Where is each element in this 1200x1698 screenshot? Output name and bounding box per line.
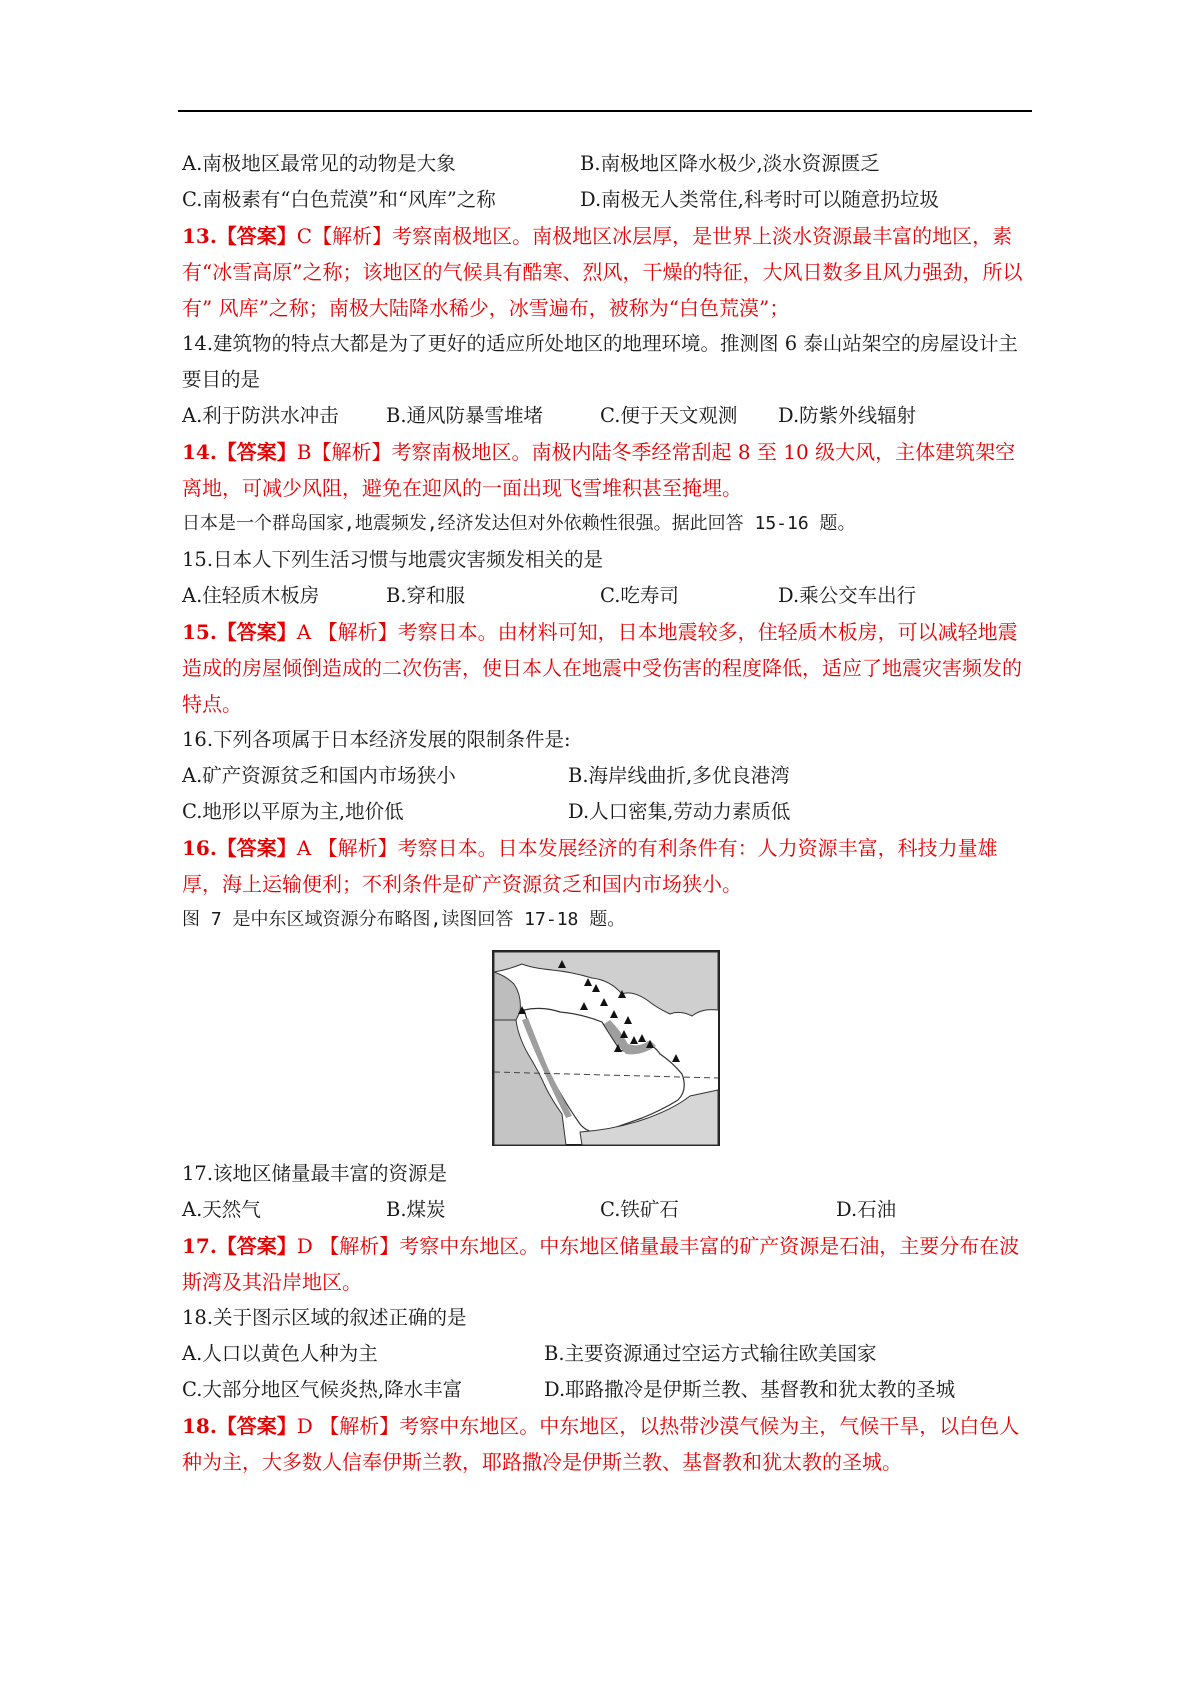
- q17-answer: [182, 1228, 1032, 1300]
- q16-option-a: A.矿产资源贫乏和国内市场狭小: [182, 764, 456, 787]
- q15-option-d: D.乘公交车出行: [778, 584, 917, 607]
- q15-answer-text: A 【解析】考察日本。由材料可知，日本地震较多，住轻质木板房，可以减轻地震造成的房屋倾倒造成的二次伤害，使日本人在地震中受伤害的程度降低，适应了地震灾害频发的特点。: [182, 620, 1022, 716]
- q18-answer: [182, 1408, 1032, 1480]
- q17-option-d: D.石油: [836, 1198, 897, 1221]
- q16-option-b: B.海岸线曲折,多优良港湾: [568, 764, 790, 787]
- q13-option-c: C.南极素有“白色荒漠”和“风库”之称: [182, 188, 496, 211]
- q14-option-a: A.利于防洪水冲击: [182, 404, 339, 427]
- q14-option-b: B.通风防暴雪堆堵: [386, 404, 544, 427]
- q15-stem: 15.日本人下列生活习惯与地震灾害频发相关的是: [182, 548, 604, 571]
- q15-option-a: A.住轻质木板房: [182, 584, 320, 607]
- q16-option-d: D.人口密集,劳动力素质低: [568, 800, 791, 823]
- q14-answer-tag: 14.【答案】: [182, 440, 297, 464]
- q14-option-c: C.便于天文观测: [600, 404, 738, 427]
- q18-option-d: D.耶路撒冷是伊斯兰教、基督教和犹太教的圣城: [544, 1378, 956, 1401]
- q16-option-c: C.地形以平原为主,地价低: [182, 800, 404, 823]
- q14-option-d: D.防紫外线辐射: [778, 404, 917, 427]
- q18-options-row1: [182, 1336, 1032, 1372]
- q18-option-a: A.人口以黄色人种为主: [182, 1342, 378, 1365]
- q13-answer-text: C【解析】考察南极地区。南极地区冰层厚，是世界上淡水资源最丰富的地区，素有“冰雪高原”之称；该地区的气候具有酷寒、烈风，干燥的特征，大风日数多且风力强劲，所以有” 风库”之称；南极大陆降水稀少，冰雪遍布，被称为“白色荒漠”；: [182, 224, 1023, 320]
- q18-answer-text: D 【解析】考察中东地区。中东地区，以热带沙漠气候为主，气候干旱，以白色人种为主，大多数人信奉伊斯兰教，耶路撒冷是伊斯兰教、基督教和犹太教的圣城。: [182, 1414, 1020, 1474]
- q13-answer-tag: 13.【答案】: [182, 224, 297, 248]
- document-body: [182, 146, 1032, 1480]
- q16-stem: 16.下列各项属于日本经济发展的限制条件是:: [182, 728, 571, 751]
- q14-stem: 14.建筑物的特点大都是为了更好的适应所处地区的地理环境。推测图 6 泰山站架空的房屋设计主要目的是: [182, 332, 1018, 391]
- q13-answer: [182, 218, 1032, 326]
- q15-answer: [182, 614, 1032, 722]
- q18-option-b: B.主要资源通过空运方式输往欧美国家: [544, 1342, 877, 1365]
- q14-answer-text: B【解析】考察南极地区。南极内陆冬季经常刮起 8 至 10 级大风，主体建筑架空离地，可减少风阻，避免在迎风的一面出现飞雪堆积甚至掩埋。: [182, 440, 1016, 500]
- q13-option-b: B.南极地区降水极少,淡水资源匮乏: [580, 152, 880, 175]
- q17-option-b: B.煤炭: [386, 1198, 446, 1221]
- q16-answer: [182, 830, 1032, 902]
- mideast-intro: 图 7 是中东区域资源分布略图,读图回答 17-18 题。: [182, 909, 626, 930]
- q15-option-c: C.吃寿司: [600, 584, 679, 607]
- q16-options-row2: [182, 794, 1032, 830]
- q16-answer-text: A 【解析】考察日本。日本发展经济的有利条件有：人力资源丰富，科技力量雄厚，海上运输便利；不利条件是矿产资源贫乏和国内市场狭小。: [182, 836, 998, 896]
- q17-answer-text: D 【解析】考察中东地区。中东地区储量最丰富的矿产资源是石油，主要分布在波斯湾及其沿岸地区。: [182, 1234, 1020, 1294]
- q18-option-c: C.大部分地区气候炎热,降水丰富: [182, 1378, 463, 1401]
- q13-option-d: D.南极无人类常住,科考时可以随意扔垃圾: [580, 188, 939, 211]
- q16-options-row1: [182, 758, 1032, 794]
- middle-east-resource-map: [492, 950, 720, 1146]
- header-rule: [178, 110, 1032, 112]
- q18-answer-tag: 18.【答案】: [182, 1414, 297, 1438]
- q17-option-c: C.铁矿石: [600, 1198, 679, 1221]
- japan-intro: 日本是一个群岛国家,地震频发,经济发达但对外依赖性很强。据此回答 15-16 题。: [182, 513, 856, 534]
- q17-answer-tag: 17.【答案】: [182, 1234, 297, 1258]
- q15-option-b: B.穿和服: [386, 584, 466, 607]
- q14-answer: [182, 434, 1032, 506]
- q13-options-row1: [182, 146, 1032, 182]
- q17-option-a: A.天然气: [182, 1198, 261, 1221]
- q15-answer-tag: 15.【答案】: [182, 620, 297, 644]
- q17-options: [182, 1192, 1032, 1228]
- q16-answer-tag: 16.【答案】: [182, 836, 297, 860]
- q15-options: [182, 578, 1032, 614]
- q18-stem: 18.关于图示区域的叙述正确的是: [182, 1306, 467, 1329]
- q13-options-row2: [182, 182, 1032, 218]
- q13-option-a: A.南极地区最常见的动物是大象: [182, 152, 456, 175]
- q17-stem: 17.该地区储量最丰富的资源是: [182, 1162, 448, 1185]
- q18-options-row2: [182, 1372, 1032, 1408]
- q14-options: [182, 398, 1032, 434]
